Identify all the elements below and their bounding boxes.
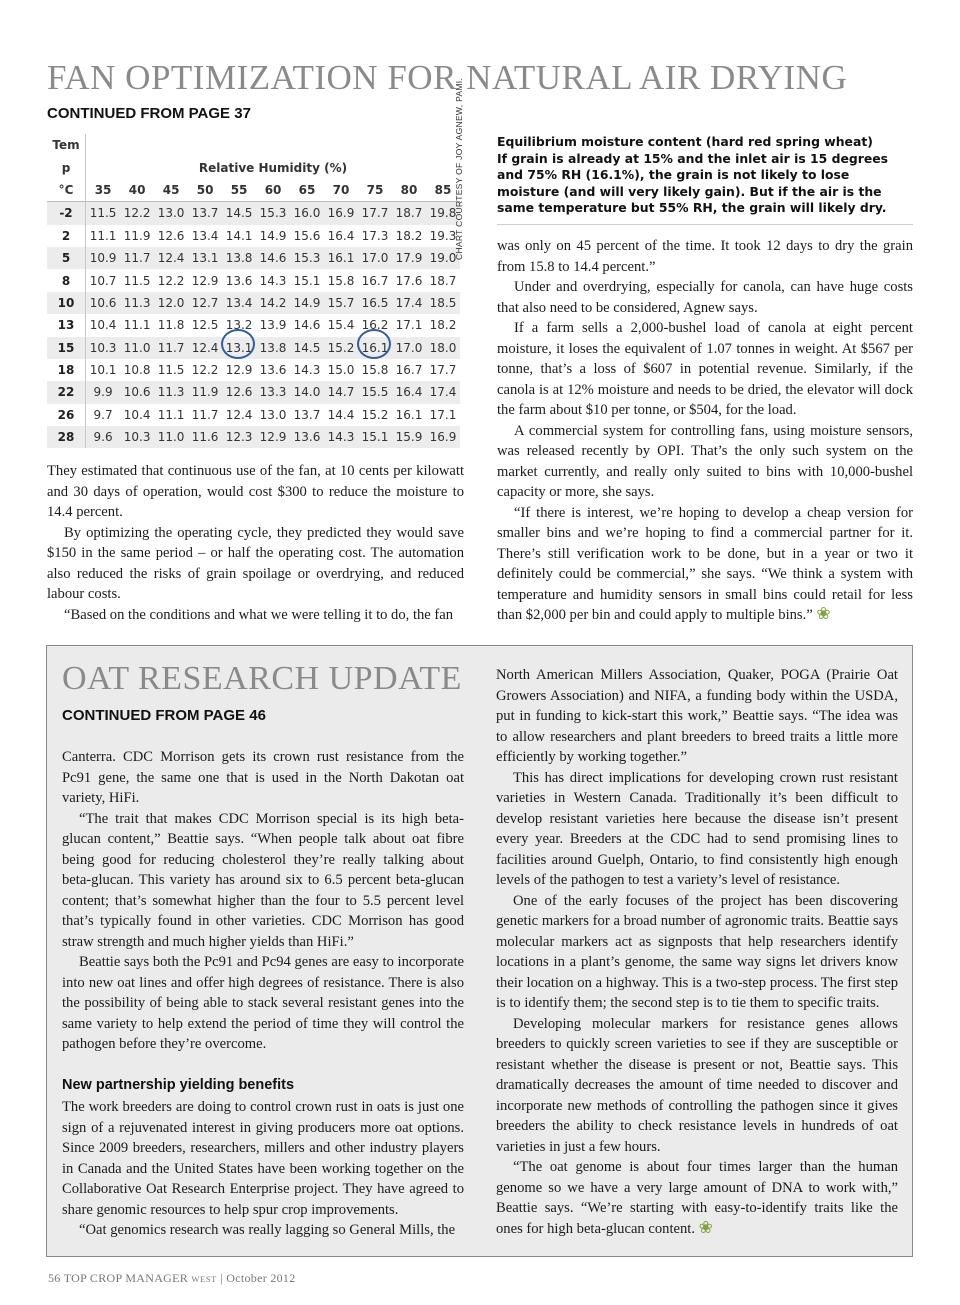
table-cell: 11.7 (154, 337, 188, 359)
table-cell: 13.9 (259, 318, 287, 333)
table-cell: 11.5 (157, 363, 185, 378)
table-cell: 10.8 (123, 363, 151, 378)
table-cell: 11.3 (154, 381, 188, 403)
table-cell: 15.7 (324, 292, 358, 314)
table-cell: 16.1 (324, 247, 358, 269)
rh-column-header: 50 (196, 182, 214, 197)
magazine-edition: WEST (191, 1274, 217, 1284)
table-cell: 14.4 (327, 407, 355, 422)
temp-cell: 22 (47, 381, 86, 403)
rh-column-header: 55 (230, 182, 248, 197)
table-cell: 12.2 (120, 202, 154, 225)
table-cell: 10.1 (89, 363, 117, 378)
temp-cell: 8 (47, 269, 86, 291)
fan-right-column (497, 236, 913, 626)
temp-cell: 28 (47, 426, 86, 448)
rh-column-header: 60 (264, 182, 282, 197)
table-cell: 15.3 (290, 247, 324, 269)
table-row (47, 292, 460, 314)
table-cell: 11.5 (123, 273, 151, 288)
table-cell: 11.9 (188, 381, 222, 403)
article-title-oat: OAT RESEARCH UPDATE (62, 660, 462, 697)
table-cell: 13.6 (225, 273, 253, 288)
table-cell: 11.3 (120, 292, 154, 314)
magazine-name: TOP CROP MANAGER (63, 1271, 189, 1285)
paragraph: “The oat genome is about four times larger than the human genome so we have a very large amount of DNA to work with,” Beattie says. “We’re starting with easy-to-identify traits like the ones for high beta-glucan content. ❀ (496, 1159, 898, 1237)
table-cell: 12.4 (188, 337, 222, 359)
table-cell: 14.1 (225, 228, 253, 243)
table-cell: 11.0 (154, 426, 188, 448)
table-cell: 15.8 (327, 273, 355, 288)
table-cell: 10.3 (120, 426, 154, 448)
callout-divider (497, 224, 913, 225)
page-footer (48, 1271, 296, 1286)
oat-right-column (496, 665, 898, 1239)
table-cell: 16.4 (392, 381, 426, 403)
table-row (47, 314, 460, 336)
table-cell: 16.1 (395, 407, 423, 422)
highlight-circle-55rh (221, 329, 255, 359)
table-cell: 12.2 (157, 273, 185, 288)
table-cell: 18.5 (426, 292, 460, 314)
table-cell: 13.7 (293, 407, 321, 422)
table-cell: 15.4 (327, 318, 355, 333)
oat-left-column (62, 747, 464, 1241)
paragraph: was only on 45 percent of the time. It took 12 days to dry the grain from 15.8 to 14.4 percent.” (497, 238, 913, 275)
table-cell: 10.3 (86, 337, 121, 359)
temp-cell: 10 (47, 292, 86, 314)
table-cell: 17.6 (395, 273, 423, 288)
paragraph: The work breeders are doing to control crown rust in oats is just one sign of a rejuvenated interest in giving producers more oat options. Since 2009 breeders, researchers, millers and other industry players in Canada and the United States have been working together on the Collaborative Oat Research Enterprise project. They have agreed to share genomic resources to help spur crop improvements. (62, 1099, 464, 1218)
table-cell: 14.6 (293, 318, 321, 333)
table-cell: 17.3 (361, 228, 389, 243)
table-cell: 11.0 (120, 337, 154, 359)
table-cell: 15.1 (358, 426, 392, 448)
table-cell: 16.9 (426, 426, 460, 448)
table-cell: 15.8 (361, 363, 389, 378)
table-cell: 9.6 (86, 426, 121, 448)
table-cell: 16.7 (395, 363, 423, 378)
rh-column-header: 40 (128, 182, 146, 197)
table-cell: 17.4 (426, 381, 460, 403)
table-cell: 15.6 (293, 228, 321, 243)
table-cell: 17.1 (395, 318, 423, 333)
table-cell: 17.0 (392, 337, 426, 359)
table-cell: 12.3 (222, 426, 256, 448)
table-cell: 12.4 (154, 247, 188, 269)
rh-column-header: 65 (298, 182, 316, 197)
table-cell: 9.7 (93, 407, 113, 422)
callout-box (497, 134, 913, 217)
table-cell: 13.1 (188, 247, 222, 269)
table-row (47, 381, 460, 403)
table-cell: 12.5 (191, 318, 219, 333)
table-cell: 15.3 (256, 202, 290, 225)
table-cell: 14.5 (222, 202, 256, 225)
temp-cell: -2 (47, 202, 86, 225)
page-number: 56 (48, 1271, 61, 1285)
temp-cell: 2 (47, 225, 86, 247)
section-subhead: New partnership yielding benefits (62, 1076, 295, 1093)
callout-text: If grain is already at 15% and the inlet air is 15 degrees and 75% RH (16.1%), the grain is not likely to lose moisture (and will very likely gain). But if the air is the same temperature but 55% RH, the grain will likely dry. (497, 150, 889, 215)
table-cell: 14.3 (259, 273, 287, 288)
table-cell: 14.7 (324, 381, 358, 403)
table-cell: 11.1 (123, 318, 151, 333)
table-cell: 11.9 (123, 228, 151, 243)
table-cell: 12.9 (225, 363, 253, 378)
fan-left-column (47, 461, 464, 625)
table-cell: 13.7 (188, 202, 222, 225)
table-cell: 11.7 (191, 407, 219, 422)
table-cell: 19.8 (426, 202, 460, 225)
table-cell: 13.1 (222, 337, 256, 359)
table-cell: 12.0 (154, 292, 188, 314)
table-cell: 14.9 (259, 228, 287, 243)
table-cell: 12.9 (256, 426, 290, 448)
table-cell: 14.5 (290, 337, 324, 359)
paragraph: They estimated that continuous use of the fan, at 10 cents per kilowatt and 30 days of operation, would cost $300 to reduce the moisture to 14.4 percent. (47, 463, 464, 520)
table-cell: 11.7 (120, 247, 154, 269)
paragraph: One of the early focuses of the project has been discovering genetic markers for a broad number of agronomic traits. Beattie says molecular markers act as signposts that help researchers identify locations in a plant’s genome, the same way signs let drivers know their location on a highway. This is a two-step process. The first step is to identify them; the second step is to tie them to specific traits. (496, 892, 898, 1011)
table-cell: 10.4 (123, 407, 151, 422)
callout-title: Equilibrium moisture content (hard red spring wheat) (497, 134, 873, 149)
chart-credit: CHART COURTESY OF JOY AGNEW, PAMI. (454, 77, 464, 260)
rh-header: Relative Humidity (%) (198, 160, 348, 175)
table-cell: 10.4 (89, 318, 117, 333)
table-row (47, 247, 460, 269)
paragraph: Beattie says both the Pc91 and Pc94 genes are easy to incorporate into new oat lines and offer high degrees of resistance. There is also the possibility of being able to stack several resistant genes into the same variety to help extend the period of time they will control the pathogen before they’re overcome. (62, 954, 464, 1052)
table-cell: 18.2 (429, 318, 457, 333)
table-cell: 12.6 (157, 228, 185, 243)
table-cell: 15.0 (327, 363, 355, 378)
table-cell: 14.3 (324, 426, 358, 448)
paragraph: “If there is interest, we’re hoping to develop a cheap version for smaller bins and we’re hoping to find a commercial partner for it. There’s still verification work to be done, but in a year or two it definitely could be commercial,” she says. “We think a system with temperature and humidity sensors in small bins could retail for less than $2,000 per bin and could apply to multiple bins.” ❀ (497, 504, 913, 623)
table-cell: 13.6 (290, 426, 324, 448)
table-cell: 14.3 (293, 363, 321, 378)
table-cell: 12.9 (191, 273, 219, 288)
table-cell: 13.4 (222, 292, 256, 314)
continued-label-fan: CONTINUED FROM PAGE 37 (47, 105, 251, 122)
paragraph: A commercial system for controlling fans, using moisture sensors, was released recently by OPI. That’s the only such system on the market currently, and really only suited to bins with 10,000-bushel capacity or more, she says. (497, 422, 913, 500)
temp-cell: 15 (47, 337, 86, 359)
table-row (47, 225, 460, 247)
table-cell: 14.6 (256, 247, 290, 269)
table-row (47, 404, 460, 426)
table-cell: 15.5 (358, 381, 392, 403)
table-cell: 10.9 (86, 247, 121, 269)
paragraph: “Based on the conditions and what we were telling it to do, the fan (64, 606, 454, 623)
temp-header: Tem (47, 134, 86, 156)
temp-cell: 26 (47, 404, 86, 426)
table-cell: 11.1 (157, 407, 185, 422)
table-row (47, 359, 460, 381)
leaf-icon: ❀ (816, 604, 831, 623)
table-cell: 17.1 (429, 407, 457, 422)
table-cell: 16.1 (358, 337, 392, 359)
table-cell: 11.5 (86, 202, 121, 225)
table-cell: 11.6 (188, 426, 222, 448)
table-cell: 18.2 (395, 228, 423, 243)
table-cell: 17.0 (358, 247, 392, 269)
table-cell: 12.4 (225, 407, 253, 422)
table-cell: 9.9 (86, 381, 121, 403)
table-cell: 16.2 (361, 318, 389, 333)
table-cell: 13.3 (256, 381, 290, 403)
table-cell: 15.1 (293, 273, 321, 288)
table-cell: 17.4 (392, 292, 426, 314)
paragraph: By optimizing the operating cycle, they predicted they would save $150 in the same period – or half the operating cost. The automation also reduced the risks of grain spoilage or overdrying, and reduced labour costs. (47, 524, 464, 602)
table-cell: 15.2 (361, 407, 389, 422)
table-cell: 13.2 (225, 318, 253, 333)
temp-cell: 5 (47, 247, 86, 269)
table-cell: 18.0 (426, 337, 460, 359)
table-cell: 10.6 (86, 292, 121, 314)
table-cell: 16.9 (324, 202, 358, 225)
paragraph: Developing molecular markers for resistance genes allows breeders to quickly screen varieties to see if they are susceptible or resistant whether the disease is present or not, Beattie says. This dramatically decreases the amount of time needed to discover and incorporate new methods of controlling the pathogen since it gives breeders the ability to check resistance levels in hundreds of oat varieties in just a few hours. (496, 1015, 898, 1155)
paragraph: If a farm sells a 2,000-bushel load of canola at eight percent moisture, it loses the equivalent of 1.07 tonnes in weight. At $567 per tonne, that’s a loss of $607 in potential revenue. Similarly, if the canola is at 12% moisture and needs to be dried, the elevator will dock the farm about $10 per tonne, or $504, for the load. (497, 320, 913, 418)
table-cell: 12.6 (222, 381, 256, 403)
table-cell: 14.2 (256, 292, 290, 314)
table-cell: 13.6 (259, 363, 287, 378)
table-cell: 12.7 (188, 292, 222, 314)
table-cell: 12.2 (191, 363, 219, 378)
rh-column-header: 80 (400, 182, 418, 197)
table-cell: 13.4 (191, 228, 219, 243)
table-cell: 16.4 (327, 228, 355, 243)
table-cell: 13.0 (154, 202, 188, 225)
table-cell: 17.7 (358, 202, 392, 225)
rh-column-header: 45 (162, 182, 180, 197)
paragraph: “The trait that makes CDC Morrison special is its high beta-glucan content,” Beattie says. “When people talk about oat fibre being good for reducing cholesterol they’re really talking about beta-glucan. This variety has around six to 6.5 percent beta-glucan content; that’s somewhat higher than the four to 5.5 percent level that’s typically found in other varieties. CDC Morrison has good straw strength and much higher yields than HiFi.” (62, 810, 464, 950)
table-cell: 16.5 (358, 292, 392, 314)
table-cell: 10.7 (89, 273, 117, 288)
table-cell: 13.8 (256, 337, 290, 359)
rh-column-header: 75 (366, 182, 384, 197)
table-cell: 13.0 (259, 407, 287, 422)
paragraph: Under and overdrying, especially for canola, can have huge costs that also need to be considered, Agnew says. (497, 279, 913, 316)
table-cell: 18.7 (429, 273, 457, 288)
paragraph: “Oat genomics research was really lagging so General Mills, the (79, 1222, 456, 1238)
table-cell: 17.9 (392, 247, 426, 269)
leaf-icon: ❀ (698, 1217, 713, 1237)
table-cell: 16.7 (361, 273, 389, 288)
table-row (47, 426, 460, 448)
rh-column-header: 85 (434, 182, 452, 197)
table-cell: 11.1 (89, 228, 117, 243)
table-cell: 19.3 (429, 228, 457, 243)
temp-cell: 13 (47, 314, 86, 336)
table-cell: 16.0 (290, 202, 324, 225)
table-cell: 14.9 (290, 292, 324, 314)
continued-label-oat: CONTINUED FROM PAGE 46 (62, 707, 266, 724)
table-cell: 19.0 (426, 247, 460, 269)
table-cell: 10.6 (120, 381, 154, 403)
table-cell: 18.7 (392, 202, 426, 225)
table-row (47, 202, 460, 225)
paragraph: North American Millers Association, Quaker, POGA (Prairie Oat Growers Association) and NIFA, a funding body within the USDA, put in funding to kick-start this work,” Beattie says. “The idea was to allow researchers and plant breeders to breed traits a little more efficiently by working together.” (496, 667, 898, 765)
table-cell: 17.7 (429, 363, 457, 378)
table-cell: 11.8 (157, 318, 185, 333)
table-cell: 14.0 (290, 381, 324, 403)
temp-cell: 18 (47, 359, 86, 381)
table-cell: 13.8 (222, 247, 256, 269)
paragraph: This has direct implications for developing crown rust resistant varieties in Western Canada. Traditionally it’s been difficult to develop resistant varieties here because the disease isn’t present every year. Breeders at the CDC had to send promising lines to facilities around Guelph, Ontario, to find consistently high enough levels of the pathogen to test a variety’s level of resistance. (496, 769, 898, 888)
rh-column-header: 70 (332, 182, 350, 197)
table-row (47, 269, 460, 291)
table-cell: 15.9 (392, 426, 426, 448)
table-cell: 15.2 (324, 337, 358, 359)
rh-column-header: 35 (94, 182, 112, 197)
article-title-fan: FAN OPTIMIZATION FOR NATURAL AIR DRYING (47, 58, 848, 97)
moisture-table: Tem p Relative Humidity (%) °C 35 40 45 50 55 60 65 70 75 80 85 -2 11.5 12.2 13.0 13.7 14.5 15.3 16.0 16.9 17.7 18.7 19.8 2 11.1 11.9 12.6 13.4 14.1 14.9 15.6 16.4 17.3 18.2 19.3 5 10.9 11.7 12.4 13.1 13.8 14.6 15.3 16.1 17.0 17.9 19.0 8 10.7 11.5 12.2 12.9 13.6 14.3 15.1 15.8 16.7 17.6 18.7 10 10.6 11.3 12.0 12.7 13.4 14.2 14.9 15.7 16.5 17.4 18.5 13 10.4 11.1 11.8 12.5 13.2 13.9 14.6 15.4 16.2 17.1 18.2 15 10.3 11.0 11.7 12.4 13.1 13.8 14.5 15.2 16.1 17.0 18.0 18 10.1 10.8 11.5 12.2 12.9 13.6 14.3 15.0 15.8 16.7 17.7 22 9.9 10.6 11.3 11.9 12.6 13.3 14.0 14.7 15.5 16.4 17.4 26 9.7 10.4 11.1 11.7 12.4 13.0 13.7 14.4 15.2 16.1 17.1 28 9.6 10.3 11.0 11.6 12.3 12.9 13.6 14.3 15.1 15.9 16.9 (47, 134, 460, 446)
highlight-circle-75rh (357, 329, 391, 359)
issue-date: October 2012 (226, 1271, 296, 1285)
footer-separator: | (220, 1271, 223, 1285)
paragraph: Canterra. CDC Morrison gets its crown rust resistance from the Pc91 gene, the same one that is used in the North Dakotan oat variety, HiFi. (62, 749, 464, 806)
